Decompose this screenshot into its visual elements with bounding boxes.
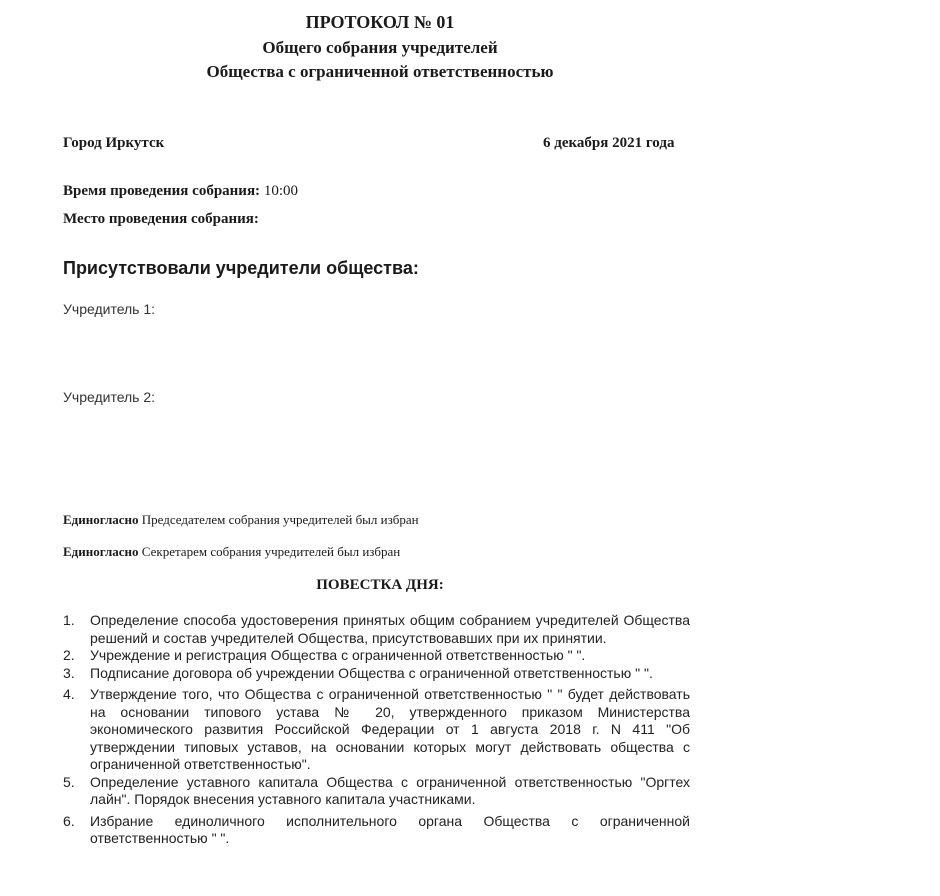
agenda-item [63, 774, 690, 809]
agenda-item [63, 813, 690, 848]
chair-text: Председателем собрания учредителей был избран [141, 512, 419, 527]
meeting-place-label: Место проведения собрания: [63, 211, 259, 227]
agenda-item-number: 4. [63, 686, 75, 702]
city: Город Иркутск [63, 135, 165, 151]
agenda-item-text: Определение уставного капитала Общества с ограниченной ответственностью "Оргтех лайн". Порядок внесения уставного капитала участниками. [90, 773, 690, 807]
agenda-item [63, 612, 690, 647]
secretary-election [63, 544, 400, 560]
agenda-item-text: Утверждение того, что Общества с ограниченной ответственностью " " будет действовать на основании типового устава № 20, утвержденного приказом Министерства экономического развития Российской Федерации от 1 августа 2018 г. N 411 "Об утверждении типовых уставов, на основании которых могут действовать общества с ограниченной ответственностью". [90, 686, 690, 772]
agenda-list [63, 612, 690, 848]
agenda-item [63, 686, 690, 774]
agenda-item-text: Избрание единоличного исполнительного органа Общества с ограниченной ответственностью " ". [90, 812, 690, 846]
agenda-item [63, 665, 690, 683]
meeting-time-value: 10:00 [263, 183, 298, 199]
founder-2-label: Учредитель 2: [63, 389, 156, 405]
secretary-text: Секретарем собрания учредителей был избран [141, 544, 401, 559]
agenda-item-text: Определение способа удостоверения принятых общим собранием учредителей Общества решений и состав учредителей Общества, присутствовавших при их принятии. [90, 612, 690, 646]
meeting-time [63, 183, 298, 200]
company-type: Общества с ограниченной ответственностью [206, 62, 554, 81]
agenda-item-text: Подписание договора об учреждении Общества с ограниченной ответственностью " ". [90, 664, 653, 681]
attendees-heading: Присутствовали учредители общества: [63, 258, 419, 278]
meeting-time-label: Время проведения собрания: [63, 183, 261, 199]
chair-unanimous: Единогласно [63, 512, 139, 527]
date: 6 декабря 2021 года [543, 135, 675, 151]
founder-1-label: Учредитель 1: [63, 301, 156, 317]
agenda-item-text: Учреждение и регистрация Общества с ограниченной ответственностью " ". [90, 647, 586, 663]
agenda-item-number: 3. [63, 664, 75, 681]
protocol-title: ПРОТОКОЛ № 01 [305, 12, 455, 32]
agenda-title: ПОВЕСТКА ДНЯ: [316, 577, 444, 593]
agenda-item-number: 5. [63, 773, 75, 790]
chair-election [63, 512, 419, 528]
agenda-item-number: 6. [63, 812, 75, 829]
protocol-subtitle: Общего собрания учредителей [262, 38, 498, 57]
agenda-item-number: 2. [63, 647, 75, 663]
secretary-unanimous: Единогласно [63, 544, 139, 559]
agenda-item-number: 1. [63, 612, 75, 628]
agenda-item [63, 647, 690, 665]
